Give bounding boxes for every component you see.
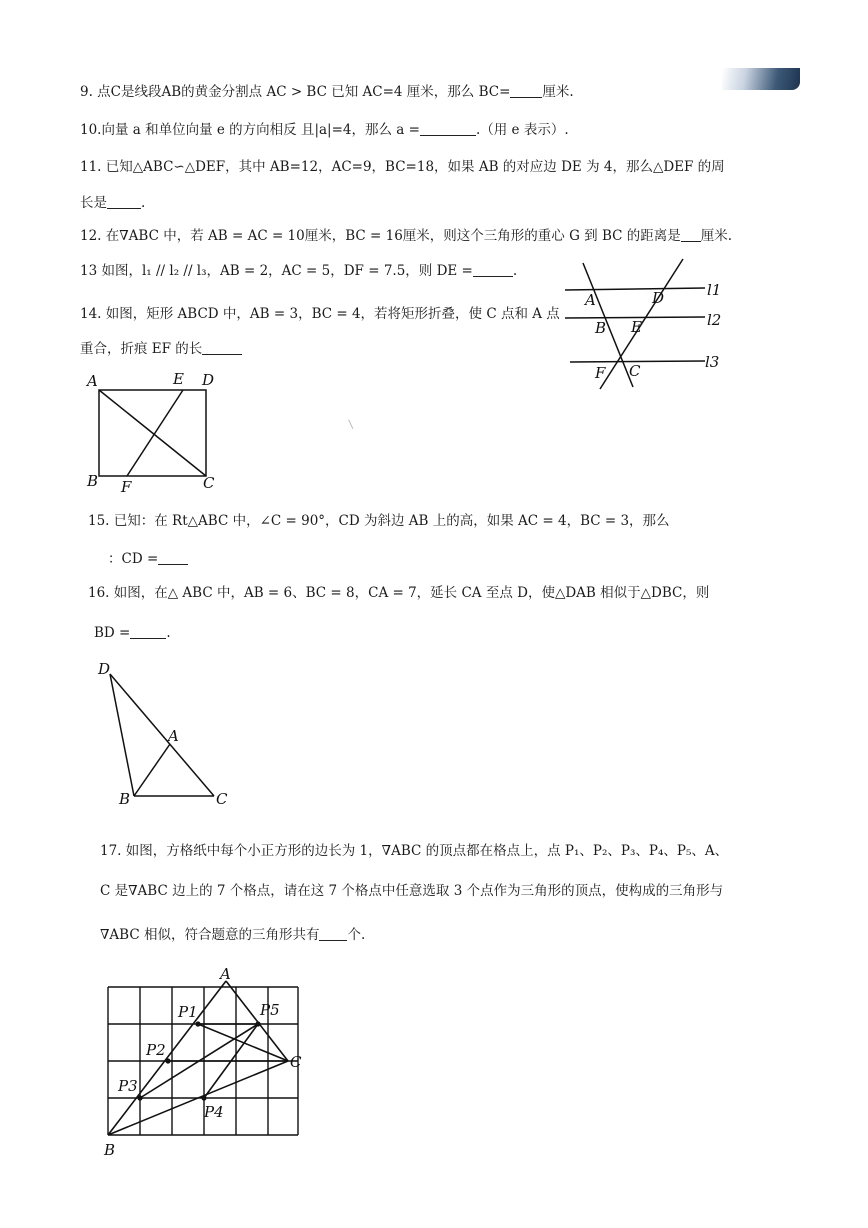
triangle-dab-figure — [92, 660, 242, 810]
label-p2: P2 — [146, 1041, 166, 1059]
question-16-line1: 16. 如图，在△ ABC 中，AB = 6、BC = 8，CA = 7，延长 CA 至点 D，使△DAB 相似于△DBC，则 — [88, 585, 710, 601]
answer-blank — [681, 227, 701, 242]
label-p1: P1 — [178, 1003, 198, 1021]
label-d: D — [98, 660, 111, 678]
label-c: C — [629, 362, 641, 380]
answer-blank — [420, 121, 476, 136]
label-a: A — [585, 291, 596, 309]
label-d: D — [202, 371, 215, 389]
label-c: C — [203, 474, 215, 492]
scan-corner-mark — [722, 68, 800, 90]
label-l3: l3 — [705, 353, 720, 371]
question-17-line1: 17. 如图，方格纸中每个小正方形的边长为 1，∇ABC 的顶点都在格点上，点 P₁、P₂、P₃、P₄、P₅、A、 — [100, 843, 729, 859]
question-17-text: ∇ABC 相似，符合题意的三角形共有 — [100, 927, 320, 943]
question-11-text: 长是 — [80, 195, 107, 211]
label-p5: P5 — [260, 1001, 280, 1019]
question-9-text: 9. 点C是线段AB的黄金分割点 AC > BC 已知 AC=4 厘米，那么 BC= — [80, 84, 511, 100]
label-e: E — [173, 370, 184, 388]
grid-figure — [100, 965, 320, 1165]
answer-blank — [130, 624, 166, 639]
question-14-line2 — [80, 340, 242, 358]
label-l2: l2 — [707, 311, 722, 329]
question-10-text: 10.向量 a 和单位向量 e 的方向相反 且|a|=4，那么 a = — [80, 122, 420, 138]
question-13-tail: . — [512, 263, 518, 279]
question-9-tail: 厘米. — [542, 84, 574, 100]
question-17-line2: C 是∇ABC 边上的 7 个格点，请在这 7 个格点中任意选取 3 个点作为三角形的顶点，使构成的三角形与 — [100, 883, 724, 899]
answer-blank — [510, 83, 542, 98]
parallel-lines-figure — [555, 255, 725, 395]
question-9 — [80, 83, 574, 101]
label-b: B — [87, 472, 99, 490]
label-c: C — [216, 790, 228, 808]
scan-smudge — [348, 417, 359, 429]
answer-blank — [158, 550, 188, 565]
question-10-tail: .（用 e 表示）. — [475, 122, 569, 138]
label-p4: P4 — [204, 1103, 224, 1121]
question-13-text: 13 如图，l₁ // l₂ // l₃，AB = 2，AC = 5，DF = 7.5，则 DE = — [80, 263, 473, 279]
question-16-line2 — [94, 624, 171, 642]
question-14-text: 重合，折痕 EF 的长 — [80, 341, 203, 357]
label-a: A — [168, 727, 179, 745]
label-p3: P3 — [118, 1077, 138, 1095]
question-10 — [80, 121, 569, 139]
answer-blank — [319, 926, 347, 941]
question-15-line2 — [108, 550, 188, 568]
label-a: A — [87, 372, 98, 390]
label-b: B — [119, 790, 131, 808]
question-17-tail: 个. — [347, 927, 366, 943]
label-e: E — [631, 318, 642, 336]
question-13 — [80, 262, 517, 280]
question-11-tail: . — [141, 195, 146, 211]
question-12-text: 12. 在∇ABC 中，若 AB = AC = 10厘米，BC = 16厘米，则这个三角形的重心 G 到 BC 的距离是 — [80, 228, 681, 244]
question-12-tail: 厘米. — [700, 228, 733, 244]
label-b: B — [104, 1141, 116, 1159]
label-a: A — [220, 965, 231, 983]
question-11-line1: 11. 已知△ABC∽△DEF，其中 AB=12，AC=9，BC=18，如果 AB 的对应边 DE 为 4，那么△DEF 的周 — [80, 159, 725, 175]
question-11-line2 — [80, 194, 145, 212]
question-15-line1: 15. 已知：在 Rt△ABC 中，∠C = 90°，CD 为斜边 AB 上的高，如果 AC = 4，BC = 3，那么 — [88, 513, 670, 529]
label-l1: l1 — [707, 281, 722, 299]
answer-blank — [473, 262, 513, 277]
question-14-line1: 14. 如图，矩形 ABCD 中，AB = 3，BC = 4，若将矩形折叠，使 C 点和 A 点 — [80, 306, 560, 322]
rectangle-figure — [85, 368, 235, 496]
answer-blank — [107, 194, 141, 209]
label-b: B — [595, 319, 607, 337]
question-15-text: ：CD = — [108, 551, 159, 567]
answer-blank — [202, 340, 242, 355]
label-d: D — [652, 289, 665, 307]
label-f: F — [121, 478, 132, 496]
question-16-tail: . — [166, 625, 171, 641]
label-f: F — [595, 364, 606, 382]
question-17-line3 — [100, 926, 365, 944]
label-c: C — [290, 1053, 302, 1071]
question-12 — [80, 227, 732, 245]
question-16-text: BD = — [94, 625, 131, 641]
